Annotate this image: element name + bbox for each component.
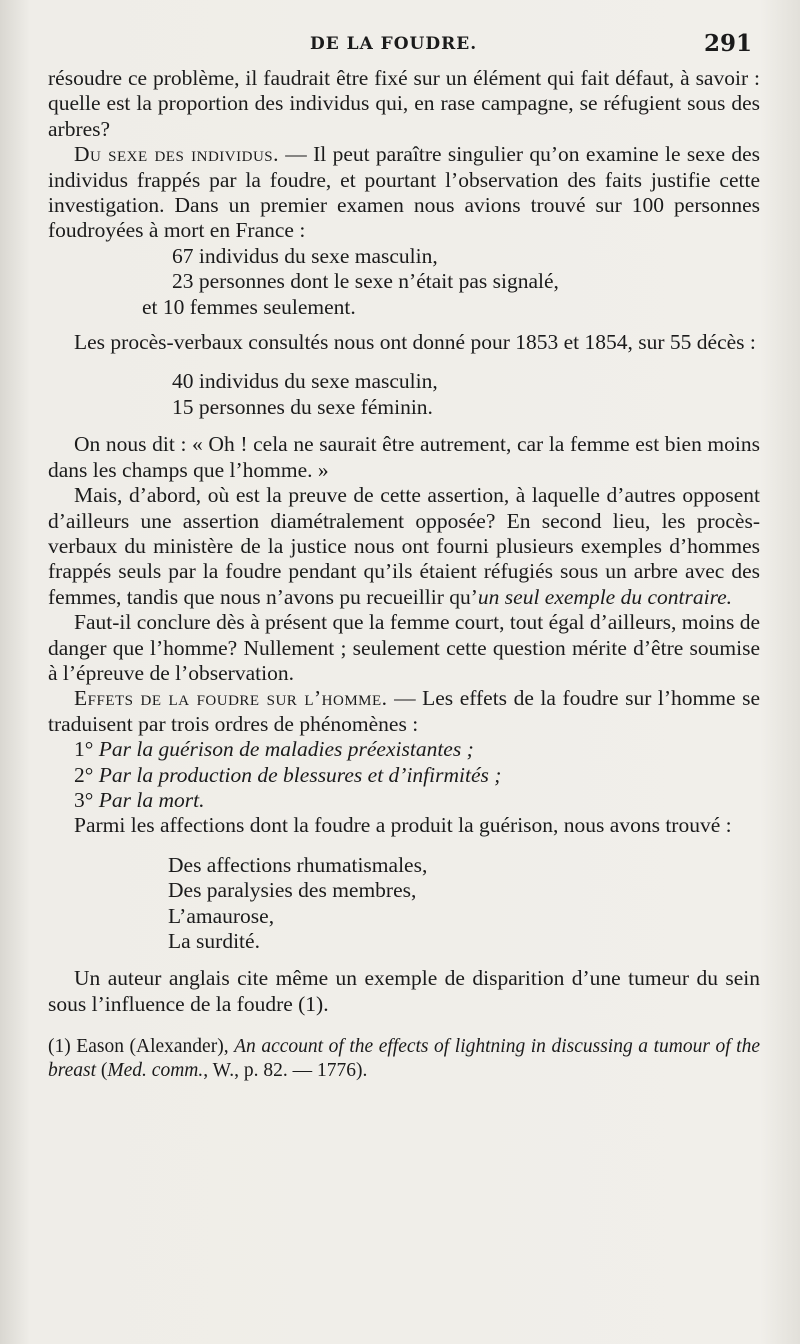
paragraph-auteur-anglais: Un auteur anglais cite même un exemple de disparition d’une tumeur du sein sous l’influence de la foudre (1). bbox=[48, 966, 760, 1016]
list-item: Des affections rhumatismales, bbox=[168, 852, 428, 877]
list-item: L’amaurose, bbox=[168, 903, 275, 928]
list-item bbox=[48, 737, 760, 762]
footnote-rest: , W., p. 82. — 1776). bbox=[203, 1060, 368, 1082]
footnote-author: Eason (Alexander), bbox=[70, 1036, 235, 1058]
list-item bbox=[48, 788, 760, 813]
paragraph-sexe bbox=[48, 142, 760, 244]
page-header bbox=[48, 28, 760, 66]
list-item: Des paralysies des membres, bbox=[168, 878, 417, 903]
section-heading-sexe: Du sexe des individus. bbox=[74, 142, 279, 167]
list-item-text: Par la production de blessures et d’infirmités ; bbox=[98, 762, 502, 787]
paragraph-faut-il: Faut-il conclure dès à présent que la femme court, tout égal d’ailleurs, moins de danger que l’homme? Nullement ; seulement cette question mérite d’être soumise à l’épreuve de l’observation. bbox=[48, 610, 760, 685]
list-number: 2° bbox=[74, 762, 94, 787]
footnote bbox=[48, 1035, 760, 1083]
list-item: La surdité. bbox=[168, 929, 260, 953]
list-item: 67 individus du sexe masculin, bbox=[172, 243, 438, 268]
paragraph-mais-text: Mais, d’abord, où est la preuve de cette assertion, à laquelle d’autres opposent d’ailleurs une assertion diamétralement opposée? En second lieu, les procès-verbaux du ministère de la justice nous ont fourni plusieurs exemples d’hommes frappés seuls par la foudre pendant qu’ils étaient réfugiés sous un arbre avec des femmes, tandis que nous n’avons pu recueillir qu’ bbox=[48, 483, 760, 609]
first-exam-list bbox=[48, 244, 760, 320]
paragraph-mais bbox=[48, 483, 760, 610]
affections-list bbox=[48, 853, 760, 955]
running-title: DE LA FOUDRE. bbox=[310, 34, 478, 54]
page-number: 291 bbox=[703, 30, 752, 57]
paragraph-effets bbox=[48, 686, 760, 737]
paragraph-1: résoudre ce problème, il faudrait être fixé sur un élément qui fait défaut, à savoir : quelle est la proportion des individus qui, en rase campagne, se réfugient sous des arbres? bbox=[48, 66, 760, 141]
paragraph-mais-italic: un seul exemple du contraire. bbox=[477, 584, 733, 609]
footnote-journal: Med. comm. bbox=[107, 1060, 204, 1082]
list-item: 15 personnes du sexe féminin. bbox=[172, 394, 433, 419]
paragraph-parmi: Parmi les affections dont la foudre a produit la guérison, nous avons trouvé : bbox=[74, 813, 732, 838]
list-item-text: Par la guérison de maladies préexistantes ; bbox=[98, 737, 474, 762]
footnote-marker: (1) bbox=[48, 1036, 71, 1058]
list-item-text: Par la mort. bbox=[98, 787, 205, 812]
list-item: et 10 femmes seulement. bbox=[142, 294, 356, 319]
list-number: 3° bbox=[74, 787, 94, 812]
paragraph-effets-text: — Les effets de la foudre sur l’homme se traduisent par trois ordres de phénomènes : bbox=[48, 686, 760, 736]
paragraph-proces-verbaux: Les procès-verbaux consultés nous ont donné pour 1853 et 1854, sur 55 décès : bbox=[74, 330, 756, 355]
paragraph-sexe-text: — Il peut paraître singulier qu’on examine le sexe des individus frappés par la foudre, et pourtant l’observation des faits justifie cette investigation. Dans un premier examen nous avions trouvé sur 100 personnes foudroyées à mort en France : bbox=[48, 142, 760, 243]
footnote-paren: ( bbox=[96, 1060, 108, 1082]
section-heading-effets: Effets de la foudre sur l’homme. bbox=[74, 686, 388, 711]
footnote-title: An account of the effects of lightning in discussing a tumour of the breast bbox=[48, 1036, 760, 1082]
paragraph-on-nous-dit: On nous dit : « Oh ! cela ne saurait être autrement, car la femme est bien moins dans les champs que l’homme. » bbox=[48, 432, 760, 482]
list-item: 40 individus du sexe masculin, bbox=[172, 369, 438, 394]
list-number: 1° bbox=[74, 737, 94, 762]
body-text bbox=[48, 66, 760, 1017]
list-item bbox=[48, 763, 760, 788]
deaths-list bbox=[48, 369, 760, 420]
effects-list bbox=[48, 737, 760, 813]
list-item: 23 personnes dont le sexe n’était pas signalé, bbox=[172, 269, 559, 294]
